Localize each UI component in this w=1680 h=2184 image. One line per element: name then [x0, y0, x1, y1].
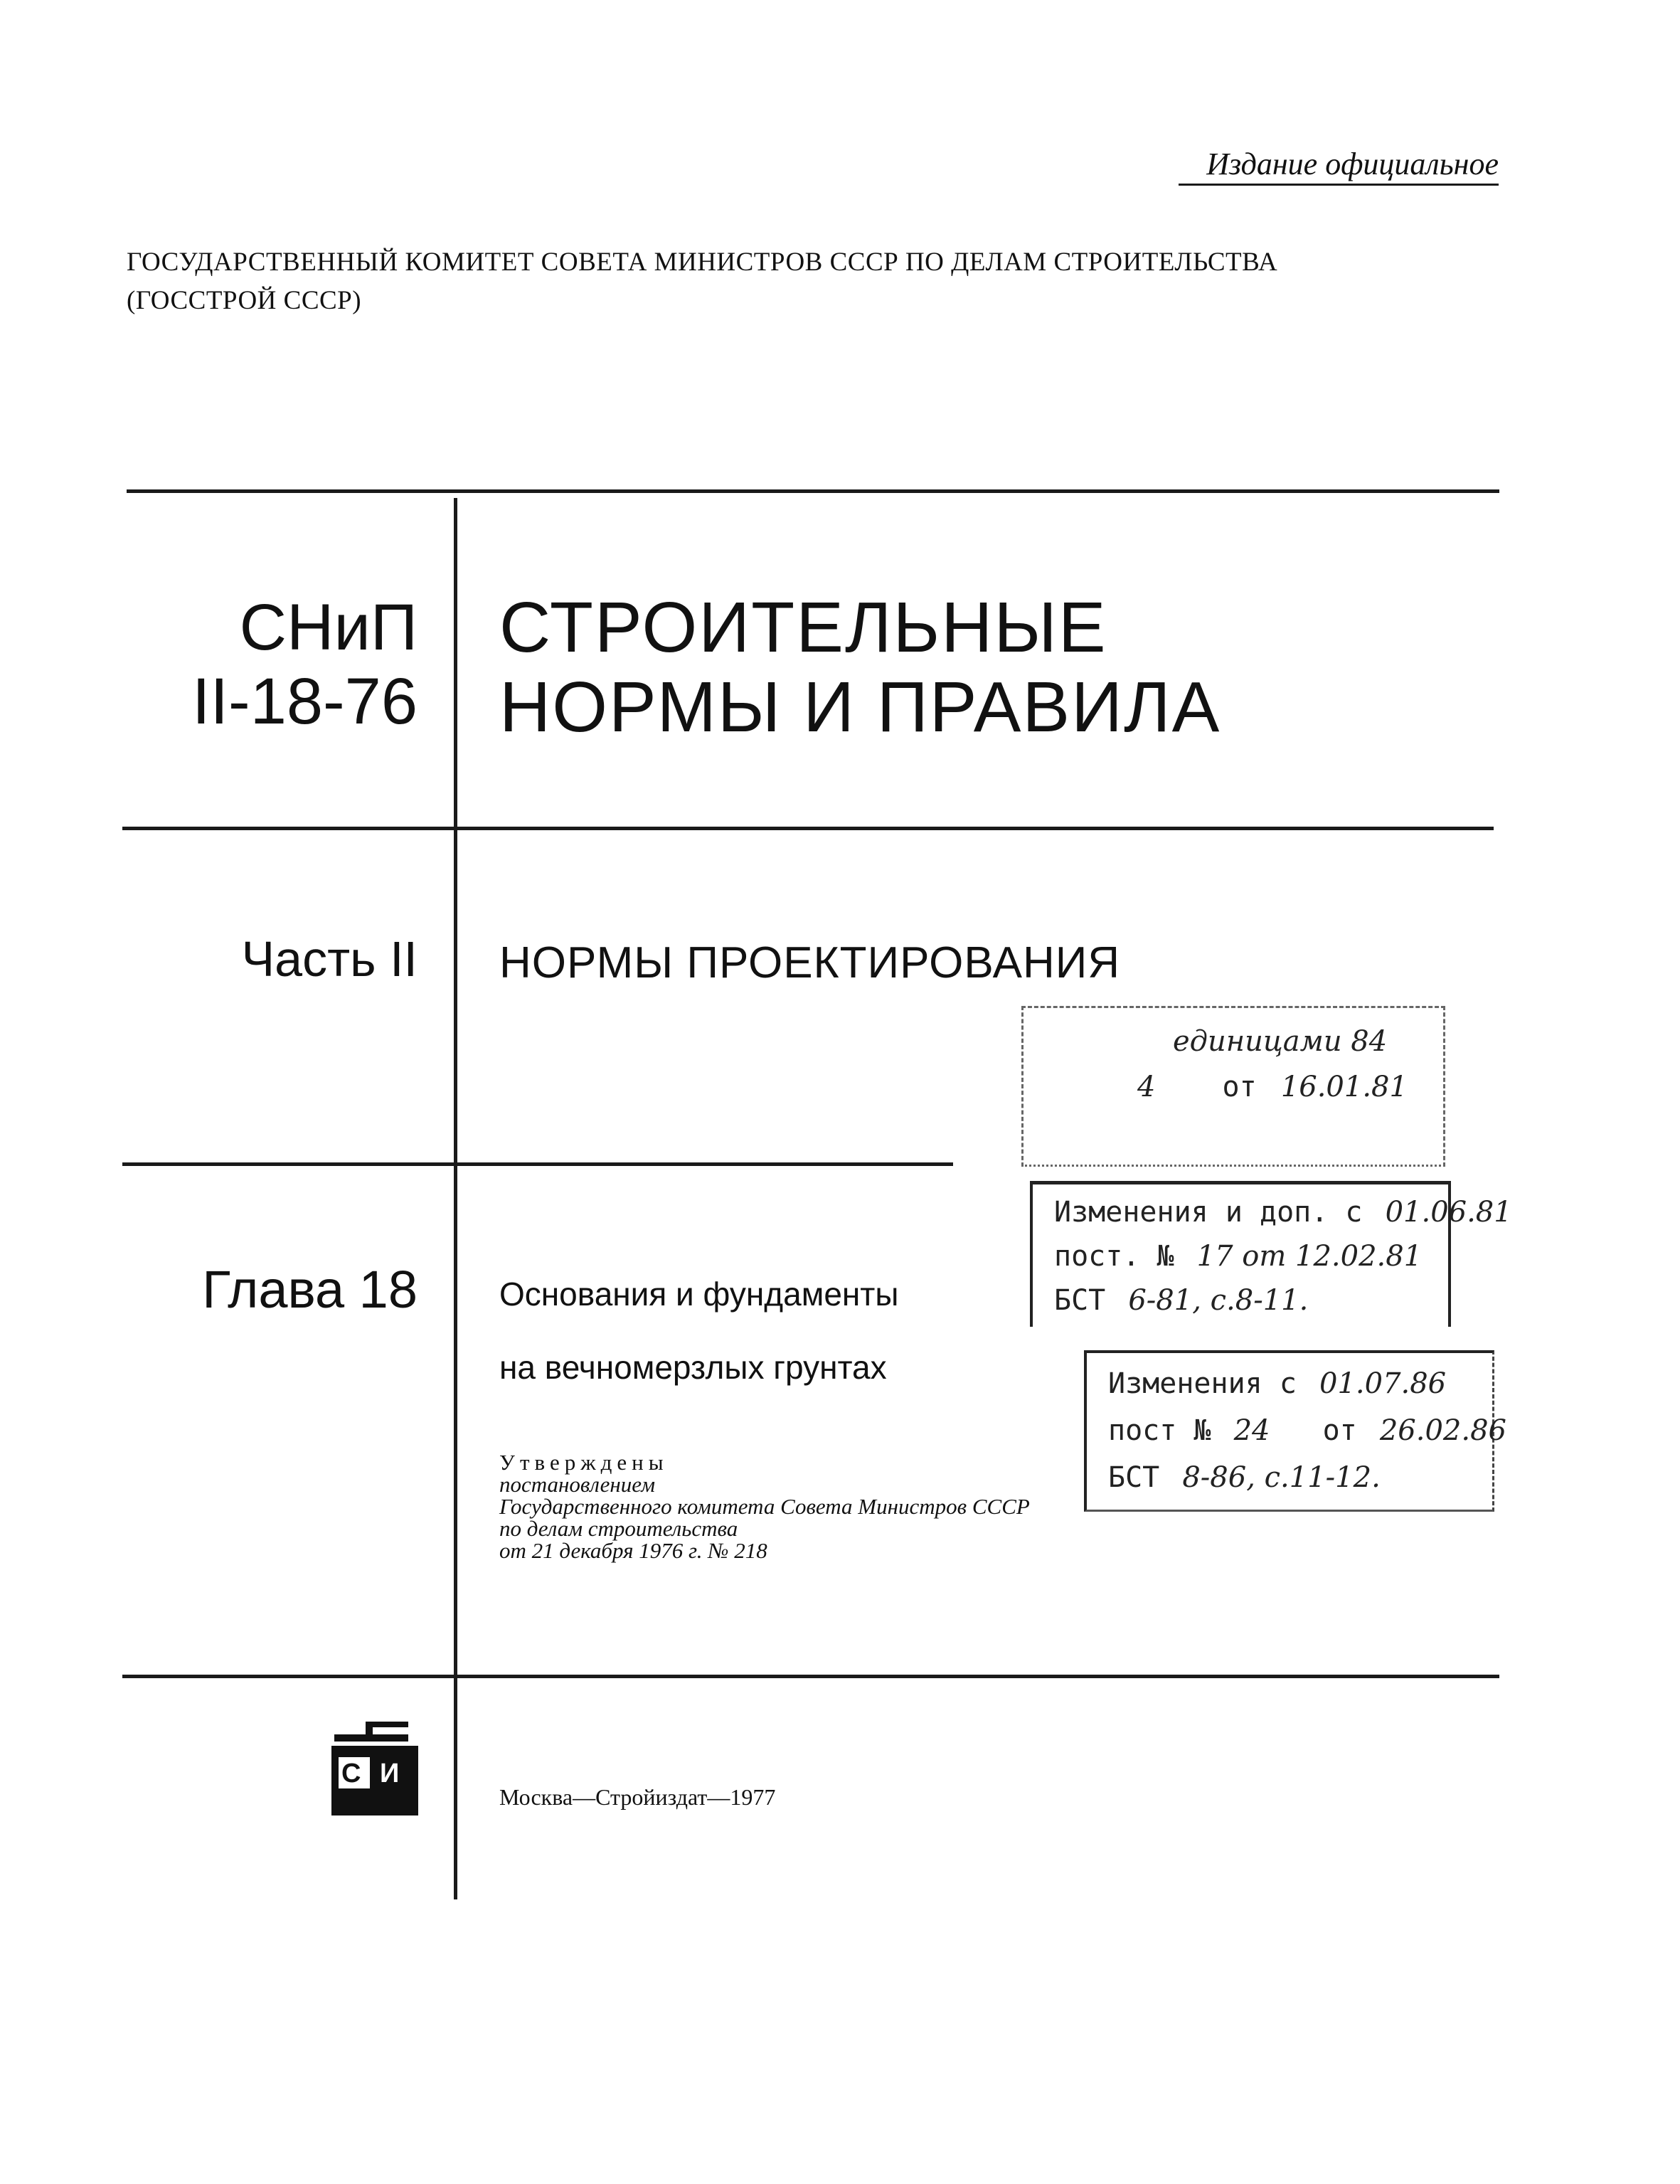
amendment-stamp-2 — [1030, 1181, 1512, 1327]
stamp2-print-1: Изменения и доп. с — [1054, 1196, 1363, 1229]
approval-block — [499, 1451, 1030, 1562]
edition-underline — [1179, 184, 1499, 186]
code-prefix: СНиП — [239, 591, 418, 664]
approval-line-1: постановлением — [499, 1472, 656, 1497]
approval-line-3: по делам строительства — [499, 1516, 738, 1541]
chapter-title-line2: на вечномерзлых грунтах — [499, 1349, 887, 1386]
stamp1-hand-number: 4 — [1137, 1071, 1156, 1103]
approval-line-2: Государственного комитета Совета Министров СССР — [499, 1494, 1030, 1519]
organization-block — [127, 243, 1277, 320]
publisher-logo — [329, 1720, 421, 1818]
stamp2-print-3: БСТ — [1054, 1284, 1106, 1317]
amendment-stamp-1 — [1021, 1006, 1445, 1167]
stamp3-date: 26.02.86 — [1379, 1414, 1506, 1447]
part-label: Часть II — [241, 931, 418, 987]
part-title: НОРМЫ ПРОЕКТИРОВАНИЯ — [499, 938, 1121, 987]
stamp1-hand-1: единицами 84 — [1173, 1025, 1388, 1058]
stamp3-print-from: от — [1322, 1414, 1357, 1447]
organization-abbreviation: (ГОССТРОЙ СССР) — [127, 286, 362, 315]
approval-word: Утверждены — [499, 1450, 669, 1475]
approval-line-4: от 21 декабря 1976 г. № 218 — [499, 1538, 767, 1563]
stamp1-date: 16.01.81 — [1280, 1071, 1408, 1103]
stamp2-print-2: пост. № — [1054, 1240, 1174, 1273]
logo-letter-left: С — [341, 1759, 361, 1788]
stamp3-print-3: БСТ — [1108, 1461, 1160, 1494]
publisher-imprint: Москва—Стройиздат—1977 — [499, 1784, 776, 1810]
amendment-stamp-3 — [1084, 1350, 1506, 1512]
rule-top — [127, 489, 1499, 493]
rule-vertical — [454, 498, 457, 1899]
main-title-line2: НОРМЫ И ПРАВИЛА — [499, 667, 1221, 747]
rule-after-chapter — [122, 1675, 1499, 1678]
stamp3-hand-3: 8-86, с.11-12. — [1182, 1461, 1381, 1494]
rule-after-part — [122, 1162, 953, 1166]
stamp2-hand-3: 6-81, с.8-11. — [1128, 1284, 1309, 1317]
stamp2-hand-2: 17 от 12.02.81 — [1196, 1240, 1423, 1273]
edition-label: Издание официальное — [1206, 147, 1499, 181]
logo-letter-right: И — [380, 1759, 400, 1788]
document-code — [192, 590, 418, 738]
rule-after-title — [122, 827, 1494, 830]
stamp1-print-from: от — [1222, 1071, 1257, 1103]
organization-name: ГОСУДАРСТВЕННЫЙ КОМИТЕТ СОВЕТА МИНИСТРОВ СССР ПО ДЕЛАМ СТРОИТЕЛЬСТВА — [127, 248, 1278, 277]
stamp2-hand-1: 01.06.81 — [1385, 1196, 1512, 1229]
stamp3-print-2: пост № — [1108, 1414, 1211, 1447]
stamp3-print-1: Изменения с — [1108, 1367, 1297, 1400]
chapter-label: Глава 18 — [202, 1260, 418, 1319]
code-number: II-18-76 — [191, 665, 418, 738]
main-title-line1: СТРОИТЕЛЬНЫЕ — [499, 588, 1107, 667]
stamp3-hand-1: 01.07.86 — [1319, 1367, 1447, 1400]
chapter-title-line1: Основания и фундаменты — [499, 1276, 899, 1313]
stamp3-hand-2: 24 — [1233, 1414, 1270, 1447]
main-title — [499, 588, 1221, 747]
